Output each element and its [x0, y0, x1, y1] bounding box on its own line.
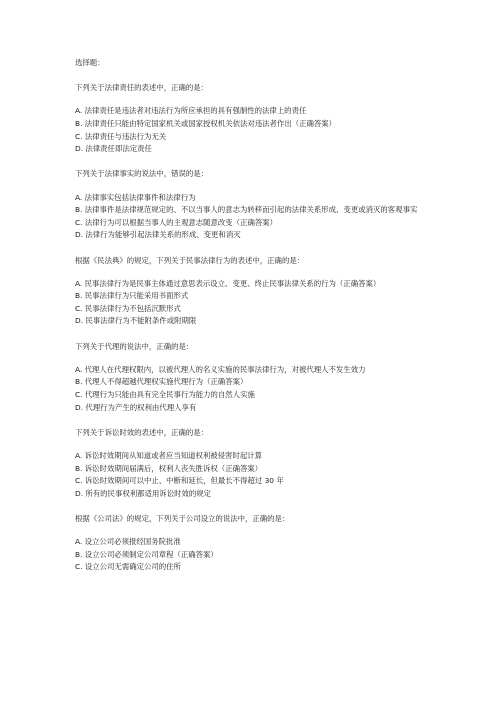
question-stem: 下列关于代理的说法中，正确的是： [75, 341, 194, 351]
option-a: A. 设立公司必须报经国务院批准 [75, 537, 181, 547]
question-stem: 根据《公司法》的规定，下列关于公司设立的说法中，正确的是： [75, 513, 290, 523]
option-d: D. 法律责任即法定责任 [75, 144, 152, 154]
question-stem: 下列关于法律责任的表述中，正确的是： [75, 83, 209, 93]
option-c: C. 民事法律行为不包括沉默形式 [75, 303, 181, 313]
question-stem: 下列关于法律事实的说法中，错误的是： [75, 169, 209, 179]
option-list [75, 450, 445, 500]
option-b: B. 诉讼时效期间届满后，权利人丧失胜诉权（正确答案） [75, 463, 263, 473]
option-c: C. 设立公司无需确定公司的住所 [75, 562, 181, 572]
option-b: B. 法律责任只能由特定国家机关或国家授权机关依法对违法者作出（正确答案） [75, 118, 337, 128]
option-list [75, 536, 445, 574]
question-2 [75, 168, 445, 242]
option-a: A. 法律责任是违法者对违法行为所应承担的具有强制性的法律上的责任 [75, 106, 307, 116]
option-list [75, 278, 445, 328]
option-b: B. 民事法律行为只能采用书面形式 [75, 291, 189, 301]
document-page [75, 57, 445, 587]
question-3 [75, 255, 445, 329]
option-c: C. 法律责任与违法行为无关 [75, 131, 167, 141]
option-c: C. 法律行为可以根据当事人的主观意志随意改变（正确答案） [75, 217, 278, 227]
option-d: D. 代理行为产生的权利由代理人享有 [75, 402, 197, 412]
option-b: B. 代理人不得超越代理权实施代理行为（正确答案） [75, 377, 248, 387]
section-heading: 选择题： [75, 58, 105, 67]
option-a: A. 民事法律行为是民事主体通过意思表示设立、变更、终止民事法律关系的行为（正确答案） [75, 278, 381, 288]
option-a: A. 诉讼时效期间从知道或者应当知道权利被侵害时起计算 [75, 451, 263, 460]
option-list [75, 192, 445, 242]
question-stem: 下列关于诉讼时效的表述中，正确的是： [75, 427, 209, 437]
option-d: D. 法律行为能够引起法律关系的形成、变更和消灭 [75, 230, 241, 240]
question-5 [75, 427, 445, 501]
option-b: B. 设立公司必须制定公司章程（正确答案） [75, 549, 218, 559]
option-c: C. 诉讼时效期间可以中止、中断和延长，但最长不得超过 30 年 [75, 476, 284, 486]
question-6 [75, 513, 445, 574]
option-list [75, 105, 445, 155]
option-d: D. 民事法律行为不能附条件或附期限 [75, 316, 197, 326]
option-a: A. 法律事实包括法律事件和法律行为 [75, 192, 196, 202]
option-a: A. 代理人在代理权限内，以被代理人的名义实施的民事法律行为，对被代理人不发生效力 [75, 364, 366, 374]
question-1 [75, 82, 445, 156]
option-d: D. 所有的民事权利都适用诉讼时效的规定 [75, 488, 212, 498]
question-stem: 根据《民法典》的规定，下列关于民事法律行为的表述中，正确的是： [75, 255, 305, 265]
option-list [75, 364, 445, 414]
option-b: B. 法律事件是法律规范规定的、不以当事人的意志为转移而引起的法律关系形成、变更或消灭的客观事实 [75, 205, 418, 215]
option-c: C. 代理行为只能由具有完全民事行为能力的自然人实施 [75, 390, 255, 400]
question-4 [75, 341, 445, 415]
